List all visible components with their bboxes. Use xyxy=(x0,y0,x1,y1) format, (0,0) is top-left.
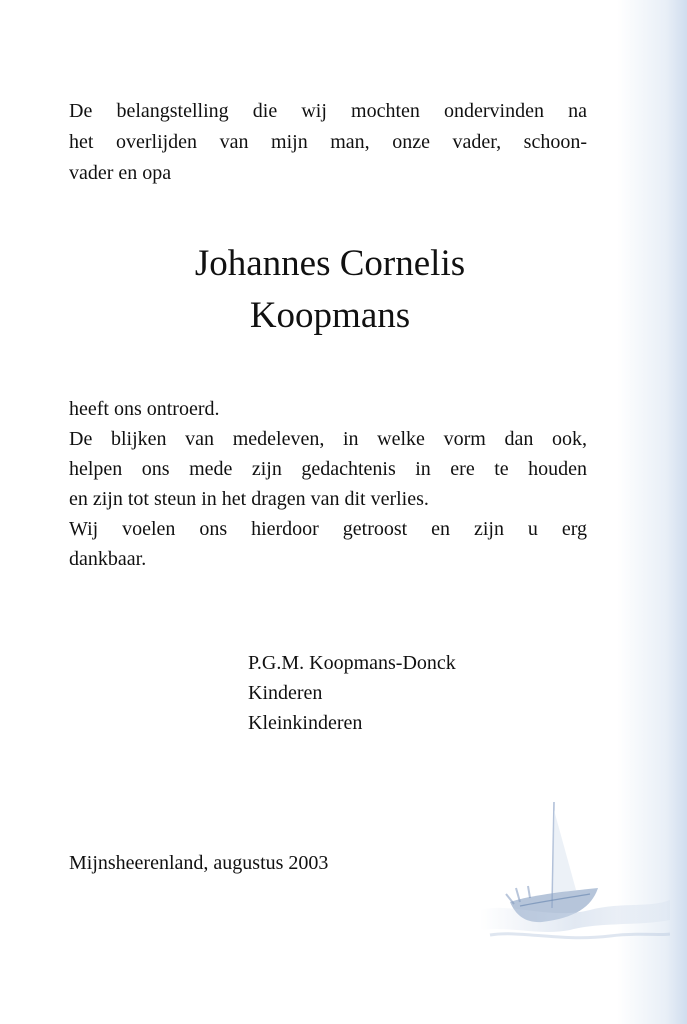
body-line-6: dankbaar. xyxy=(69,548,147,570)
thanks-paragraph xyxy=(69,394,587,574)
signer-grandchildren: Kleinkinderen xyxy=(248,712,363,734)
deceased-first-names: Johannes Cornelis xyxy=(194,243,466,284)
intro-line-3: vader en opa xyxy=(69,162,172,184)
body-line-3: helpen ons mede zijn gedachtenis in ere te houden xyxy=(69,458,587,480)
deceased-surname: Koopmans xyxy=(249,295,411,336)
intro-line-2: het overlijden van mijn man, onze vader, schoon- xyxy=(69,131,587,153)
body-line-5: Wij voelen ons hierdoor getroost en zijn u erg xyxy=(69,518,587,540)
body-line-1: heeft ons ontroerd. xyxy=(69,398,220,420)
place-and-date: Mijnsheerenland, augustus 2003 xyxy=(69,852,329,874)
body-line-4: en zijn tot steun in het dragen van dit verlies. xyxy=(69,488,429,510)
signers-block xyxy=(248,648,456,738)
body-line-2: De blijken van medeleven, in welke vorm dan ook, xyxy=(69,428,587,450)
intro-paragraph xyxy=(69,96,587,189)
signer-children: Kinderen xyxy=(248,682,323,704)
intro-line-1: De belangstelling die wij mochten ondervinden na xyxy=(69,100,587,122)
signer-widow: P.G.M. Koopmans-Donck xyxy=(248,652,456,674)
sailboat-watercolor-icon xyxy=(480,790,670,970)
